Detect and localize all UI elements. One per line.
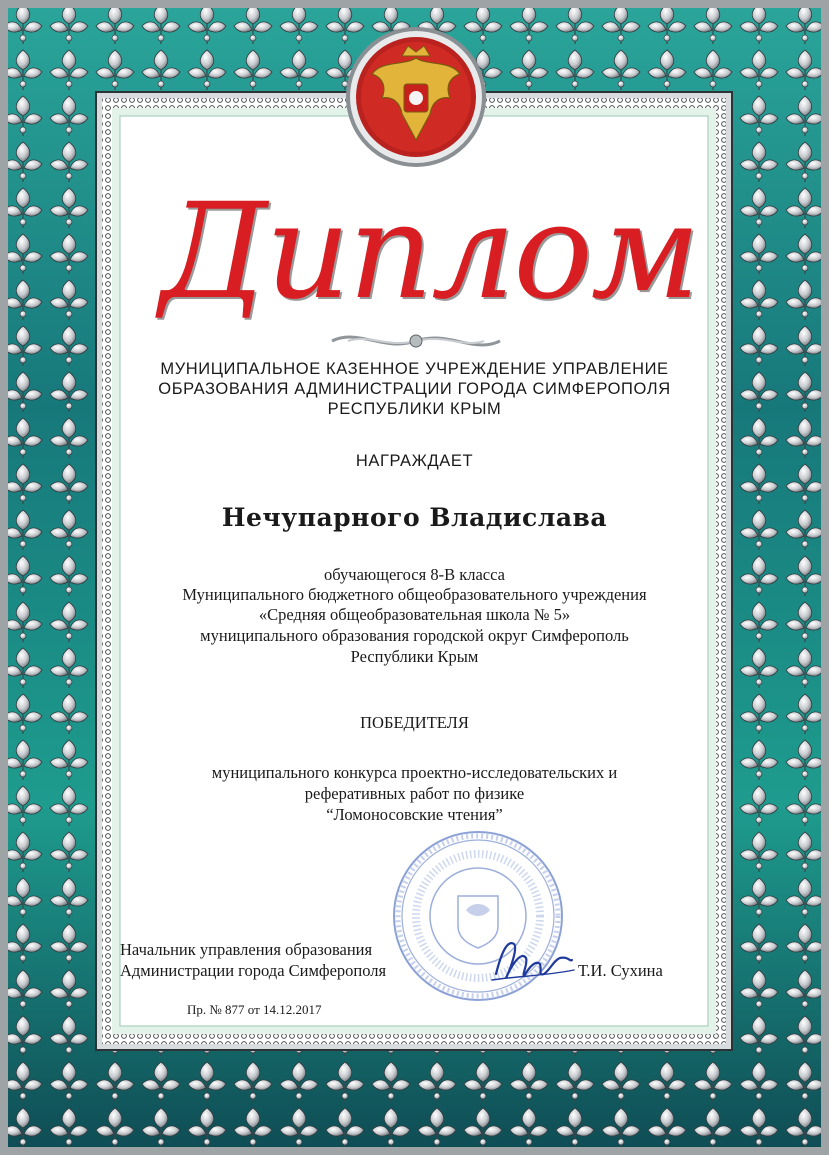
issuer-line-1: МУНИЦИПАЛЬНОЕ КАЗЕННОЕ УЧРЕЖДЕНИЕ УПРАВЛЕНИЕ: [160, 360, 669, 378]
contest-line-2: реферативных работ по физике: [304, 784, 525, 803]
description-line-4: муниципального образования городской округ Симферополь: [200, 626, 629, 645]
russian-coat-of-arms-icon: [342, 22, 490, 172]
signatory-position-line-2: Администрации города Симферополя: [120, 961, 387, 980]
description-line-3: «Средняя общеобразовательная школа № 5»: [258, 605, 571, 624]
issuer-line-3: РЕСПУБЛИКИ КРЫМ: [327, 400, 502, 418]
contest-line-1: муниципального конкурса проектно-исследовательских и: [211, 763, 618, 782]
order-number: Пр. № 877 от 14.12.2017: [187, 1002, 322, 1017]
issuer-line-2: ОБРАЗОВАНИЯ АДМИНИСТРАЦИИ ГОРОДА СИМФЕРОПОЛЯ: [158, 380, 671, 398]
signatory-position-line-1: Начальник управления образования: [120, 940, 373, 959]
description-line-5: Республики Крым: [350, 647, 479, 666]
description-line-2: Муниципального бюджетного общеобразовательного учреждения: [182, 585, 647, 604]
status-word: ПОБЕДИТЕЛЯ: [360, 713, 469, 732]
description-line-1: обучающегося 8-В класса: [324, 565, 505, 584]
awards-word: НАГРАЖДАЕТ: [355, 452, 474, 470]
awardee-name: Нечупарного Владислава: [221, 503, 608, 532]
title-ornament: [328, 326, 504, 356]
signatory-name: Т.И. Сухина: [578, 961, 663, 980]
diploma-title: Диплом: [160, 175, 699, 329]
handwritten-signature: [488, 930, 578, 990]
contest-line-3: “Ломоносовские чтения”: [326, 805, 503, 824]
